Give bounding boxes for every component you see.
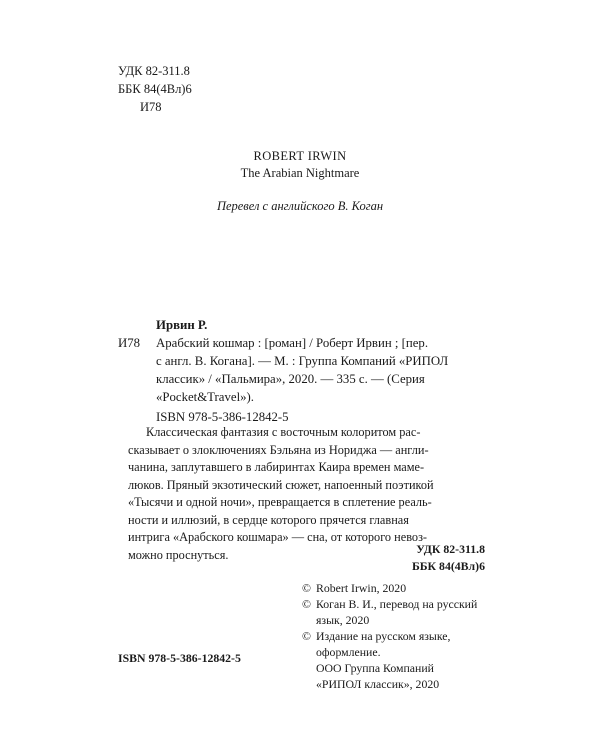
annotation-line: ности и иллюзий, в сердце которого прячется главная bbox=[128, 512, 409, 527]
annotation-line: можно проснуться. bbox=[128, 547, 229, 562]
copyright-line: ООО Группа Компаний bbox=[316, 661, 434, 675]
udk-code-bottom: УДК 82-311.8 bbox=[416, 542, 485, 556]
bbk-code: ББК 84(4Вл)6 bbox=[118, 82, 192, 96]
copyright-line: язык, 2020 bbox=[316, 613, 370, 627]
catalog-isbn: ISBN 978-5-386-12842-5 bbox=[156, 410, 289, 424]
translator-note: Перевел с английского В. Коган bbox=[216, 199, 384, 213]
annotation-line: «Тысячи и одной ночи», превращается в сплетение реаль- bbox=[128, 495, 432, 509]
copyright-line: Robert Irwin, 2020 bbox=[316, 581, 407, 595]
catalog-description bbox=[156, 334, 488, 406]
bbk-code-bottom: ББК 84(4Вл)6 bbox=[411, 559, 485, 573]
copyright-notice bbox=[302, 580, 488, 596]
catalog-entry bbox=[118, 316, 488, 426]
annotation-line: интрига «Арабского кошмара» — сна, от которого невоз- bbox=[128, 530, 428, 544]
copyright-symbol: © bbox=[302, 597, 311, 611]
catalog-description-row bbox=[118, 334, 488, 406]
catalog-description-line: Арабский кошмар : [роман] / Роберт Ирвин ; [пер. bbox=[156, 336, 429, 350]
isbn-bottom: ISBN 978-5-386-12842-5 bbox=[118, 651, 241, 665]
annotation-line: чанина, заплутавшего в лабиринтах Каира времен маме- bbox=[128, 460, 425, 474]
catalog-description-line: с англ. В. Когана]. — М. : Группа Компаний «РИПОЛ bbox=[156, 354, 449, 368]
annotation-line: сказывает о злоключениях Бэльяна из Нориджа — англи- bbox=[128, 442, 429, 457]
original-title-block bbox=[0, 148, 600, 182]
catalog-author-index: И78 bbox=[118, 336, 141, 350]
annotation-line: люков. Пряный экзотический сюжет, напоенный поэтикой bbox=[128, 477, 434, 492]
copyright-symbol: © bbox=[302, 581, 311, 595]
copyright-notice bbox=[302, 596, 488, 628]
bottom-classification-codes bbox=[330, 541, 485, 575]
original-author: ROBERT IRWIN bbox=[253, 149, 347, 163]
copyright-line: оформление. bbox=[316, 645, 381, 659]
copyright-notice bbox=[302, 628, 488, 692]
copyright-symbol: © bbox=[302, 629, 311, 643]
annotation-line: Классическая фантазия с восточным колоритом рас- bbox=[146, 425, 421, 439]
copyright-line: «РИПОЛ классик», 2020 bbox=[316, 677, 440, 691]
copyright-notices bbox=[302, 580, 488, 692]
copyright-line: Коган В. И., перевод на русский bbox=[316, 597, 478, 611]
author-index-code: И78 bbox=[140, 100, 162, 114]
catalog-author-heading: Ирвин Р. bbox=[156, 318, 208, 332]
catalog-description-line: классик» / «Пальмира», 2020. — 335 с. — (Серия bbox=[156, 372, 425, 386]
catalog-description-line: «Pocket&Travel»). bbox=[156, 390, 254, 404]
copyright-line: Издание на русском языке, bbox=[316, 629, 451, 643]
top-classification-codes bbox=[118, 62, 192, 116]
original-title: The Arabian Nightmare bbox=[240, 166, 360, 180]
udk-code: УДК 82-311.8 bbox=[118, 64, 190, 78]
